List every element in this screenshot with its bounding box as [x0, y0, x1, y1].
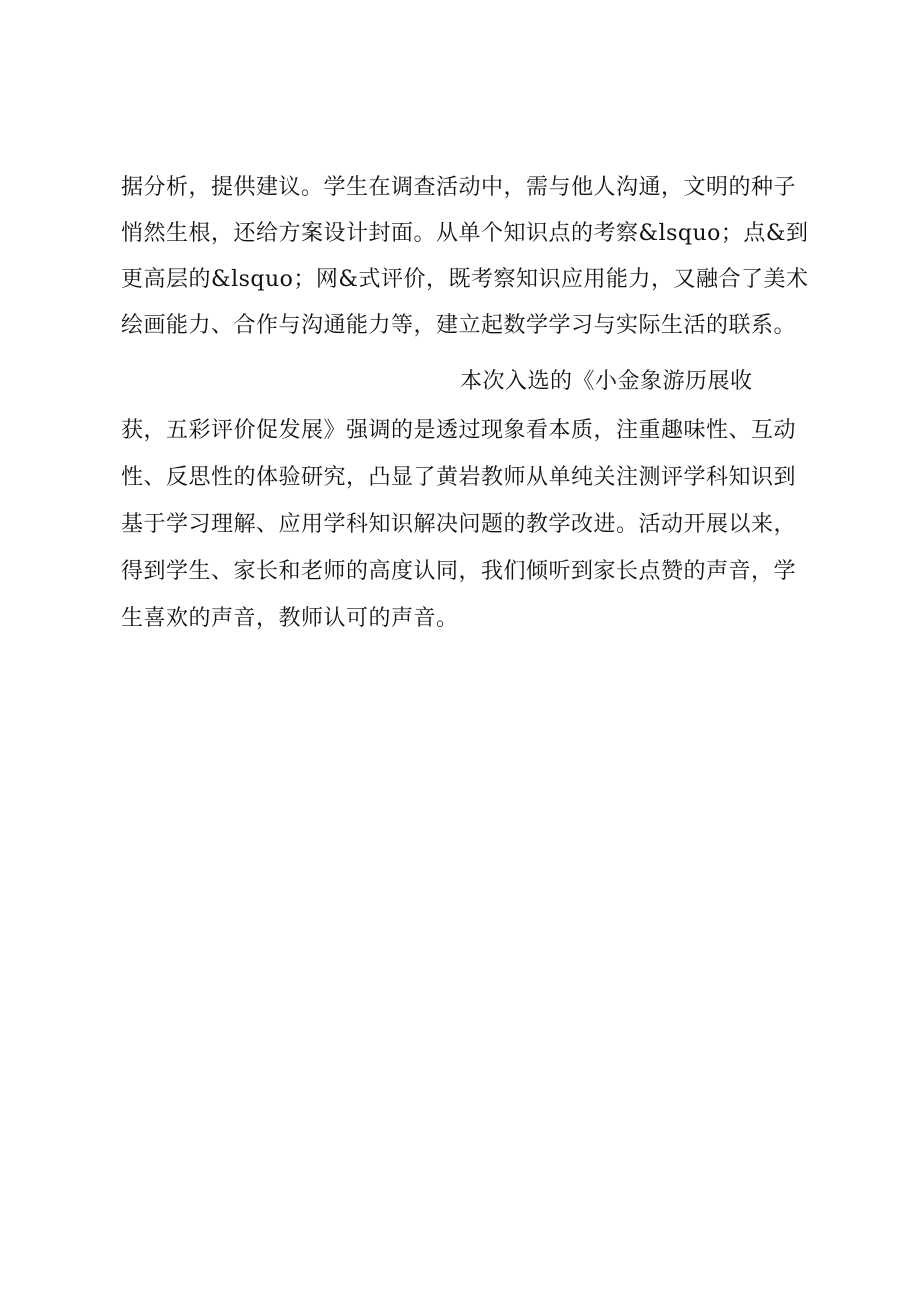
paragraph-line-10: 生喜欢的声音，教师认可的声音。 [121, 606, 459, 631]
paragraph-line-2: 悄然生根，还给方案设计封面。从单个知识点的考察&lsquo；点&到 [121, 221, 809, 246]
paragraph-line-6: 获，五彩评价促发展》强调的是透过现象看本质，注重趣味性、互动 [121, 418, 797, 443]
paragraph-line-1: 据分析，提供建议。学生在调查活动中，需与他人沟通，文明的种子 [121, 175, 797, 200]
paragraph-line-3: 更高层的&lsquo；网&式评价，既考察知识应用能力，又融合了美术 [121, 267, 809, 292]
paragraph-line-4: 绘画能力、合作与沟通能力等，建立起数学学习与实际生活的联系。 [121, 313, 797, 338]
paragraph-line-7: 性、反思性的体验研究，凸显了黄岩教师从单纯关注测评学科知识到 [121, 465, 797, 490]
paragraph-line-9: 得到学生、家长和老师的高度认同，我们倾听到家长点赞的声音，学 [121, 559, 797, 584]
paragraph-line-8: 基于学习理解、应用学科知识解决问题的教学改进。活动开展以来， [121, 512, 797, 537]
paragraph-line-5: 本次入选的《小金象游历展收 [460, 369, 753, 394]
